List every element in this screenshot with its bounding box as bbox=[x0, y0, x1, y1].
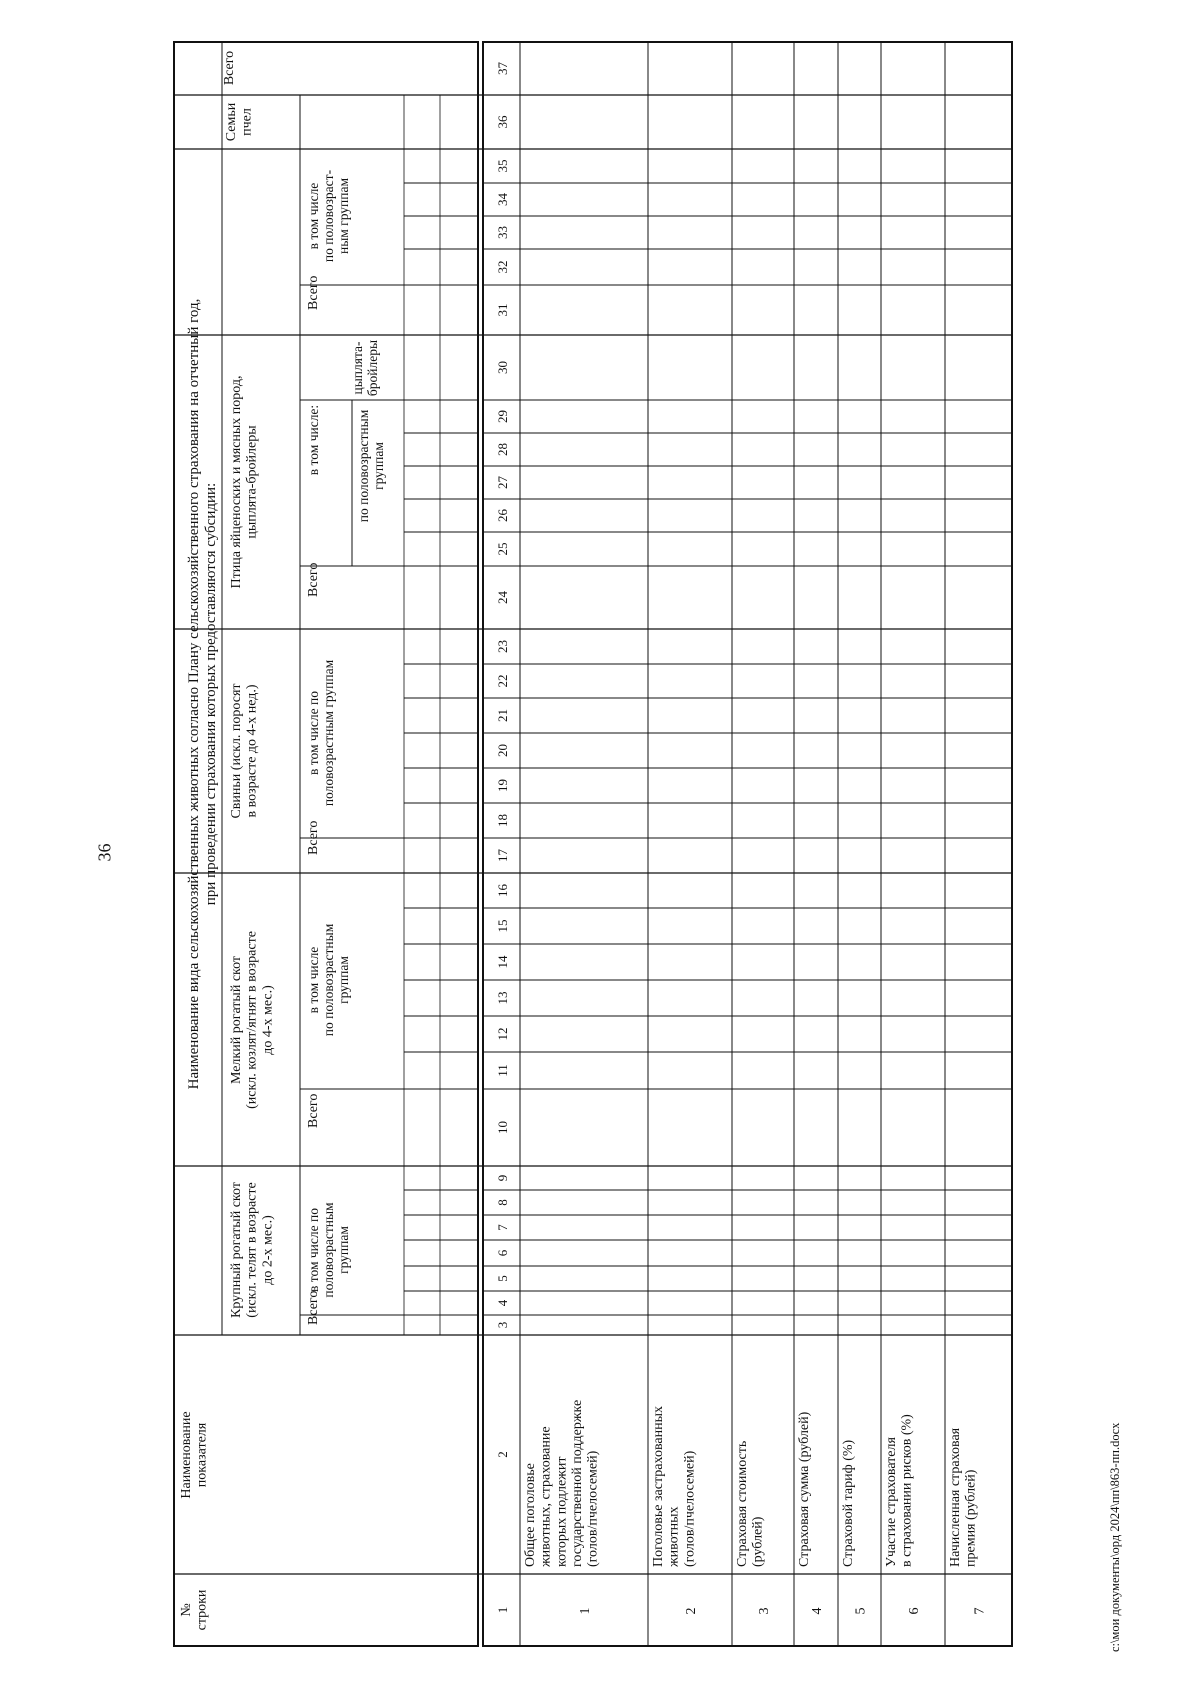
column-number: 22 bbox=[495, 674, 510, 688]
column-number: 31 bbox=[495, 303, 510, 317]
row-number-1: 1 bbox=[578, 1607, 593, 1615]
row-label-4: Страховая сумма (рублей) bbox=[797, 1411, 812, 1567]
total-sheep: Всего bbox=[306, 1093, 321, 1128]
total-cattle: Всего bbox=[306, 1290, 321, 1325]
page-number: 36 bbox=[94, 843, 115, 862]
group-header-sheep: Мелкий рогатый скот(искл. козлят/ягнят в возрастедо 4-х мес.) bbox=[229, 931, 276, 1109]
indicator-header: Наименованиепоказателя bbox=[179, 1411, 210, 1499]
column-number: 30 bbox=[495, 361, 510, 374]
column-number: 12 bbox=[495, 1027, 510, 1041]
column-number: 10 bbox=[495, 1121, 510, 1134]
group-header-pigs: Свиньи (искл. поросятв возрасте до 4-х нед.) bbox=[229, 683, 260, 819]
row-label-2: Поголовье застрахованныхживотных(голов/пчелосемей) bbox=[651, 1406, 698, 1567]
column-number: 25 bbox=[495, 542, 510, 556]
subgroup-pigs: в том числе пополовозрастным группам bbox=[306, 659, 337, 807]
subgroup-poultry-age: по половозрастнымгруппам bbox=[356, 409, 387, 523]
header-table-border bbox=[174, 42, 478, 1646]
column-number: 1 bbox=[495, 1606, 510, 1614]
column-number: 32 bbox=[495, 260, 510, 274]
column-number: 17 bbox=[495, 849, 510, 862]
column-number: 26 bbox=[495, 509, 510, 522]
column-number: 6 bbox=[495, 1249, 510, 1257]
table-title: Наименование вида сельскохозяйственных животных согласно Плану сельскохозяйственного страхования на отчетный год, bbox=[186, 298, 202, 1090]
subgroup-broilers: цыплята-бройлеры bbox=[350, 339, 381, 397]
group-header-bees: Семьипчел bbox=[224, 102, 255, 142]
column-number: 13 bbox=[495, 991, 510, 1005]
column-number: 27 bbox=[495, 476, 510, 489]
table-title: при проведении страхования которых предоставляются субсидии: bbox=[203, 482, 219, 906]
subgroup-sheep: в том числепо половозрастнымгруппам bbox=[306, 923, 352, 1037]
column-number: 20 bbox=[495, 744, 510, 757]
group-header-poultry: Птица яйценоских и мясных пород,цыплята-бройлеры bbox=[229, 375, 260, 589]
column-number: 36 bbox=[495, 115, 510, 129]
column-number: 9 bbox=[495, 1174, 510, 1182]
row-label-6: Участие страхователяв страховании рисков (%) bbox=[884, 1414, 915, 1567]
column-number: 18 bbox=[495, 814, 510, 827]
group-header-cattle: Крупный рогатый скот(искл. телят в возрастедо 2-х мес.) bbox=[229, 1182, 276, 1318]
row-number-6: 6 bbox=[907, 1607, 922, 1615]
body-table-border bbox=[483, 42, 1012, 1646]
row-number-2: 2 bbox=[684, 1607, 699, 1615]
row-number-4: 4 bbox=[810, 1607, 825, 1615]
row-label-1: Общее поголовьеживотных, страхованиекоторых подлежитгосударственной поддержке(голов/пчелосемей) bbox=[523, 1399, 601, 1567]
column-number: 24 bbox=[495, 591, 510, 604]
row-number-header: №строки bbox=[179, 1589, 210, 1631]
column-number: 34 bbox=[495, 193, 510, 206]
column-number: 23 bbox=[495, 640, 510, 653]
total-header: Всего bbox=[222, 50, 237, 86]
column-number: 3 bbox=[495, 1321, 510, 1329]
subgroup-cattle: в том числе пополовозрастнымгруппам bbox=[306, 1202, 352, 1298]
file-path-footer: c:\мои документы\орд 2024\пп\863-пп.docx bbox=[1108, 1422, 1122, 1652]
column-number: 11 bbox=[495, 1064, 510, 1077]
column-number: 35 bbox=[495, 159, 510, 173]
total-other: Всего bbox=[306, 275, 321, 310]
column-number: 28 bbox=[495, 443, 510, 456]
column-number: 15 bbox=[495, 919, 510, 933]
row-number-3: 3 bbox=[757, 1607, 772, 1615]
column-number: 7 bbox=[495, 1224, 510, 1231]
column-number: 37 bbox=[495, 62, 510, 75]
column-number: 2 bbox=[495, 1451, 510, 1458]
column-number: 5 bbox=[495, 1275, 510, 1282]
column-number: 19 bbox=[495, 779, 510, 792]
row-label-7: Начисленная страховаяпремия (рублей) bbox=[948, 1427, 979, 1567]
row-label-5: Страховой тариф (%) bbox=[841, 1439, 856, 1567]
column-number: 8 bbox=[495, 1199, 510, 1206]
column-number: 16 bbox=[495, 884, 510, 897]
column-number: 33 bbox=[495, 226, 510, 239]
subgroup-other: в том числепо половозраст-ным группам bbox=[306, 169, 352, 263]
total-poultry: Всего bbox=[306, 562, 321, 597]
row-number-7: 7 bbox=[972, 1607, 988, 1615]
row-number-5: 5 bbox=[853, 1607, 869, 1615]
column-number: 21 bbox=[495, 709, 510, 722]
total-pigs: Всего bbox=[306, 820, 321, 855]
column-number: 4 bbox=[495, 1299, 510, 1307]
subgroup-poultry-incl: в том числе: bbox=[306, 404, 321, 476]
column-number: 14 bbox=[495, 955, 510, 969]
column-number: 29 bbox=[495, 410, 510, 423]
row-label-3: Страховая стоимость(рублей) bbox=[735, 1440, 766, 1567]
